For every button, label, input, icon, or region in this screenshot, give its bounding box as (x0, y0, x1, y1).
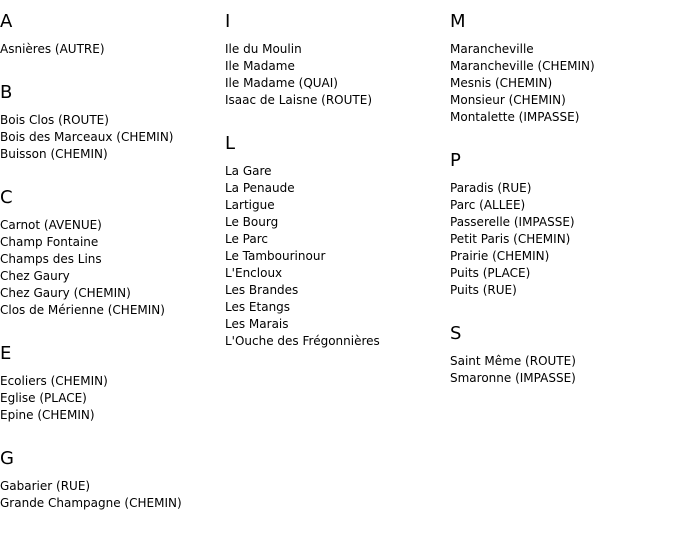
street-item[interactable]: Gabarier (RUE) (0, 479, 91, 493)
street-item[interactable]: Le Parc (225, 232, 268, 246)
street-item[interactable]: L'Encloux (225, 266, 283, 280)
section-i (225, 11, 450, 109)
street-list (0, 478, 225, 512)
street-item[interactable]: Lartigue (225, 198, 275, 212)
section-letter: B (0, 82, 13, 103)
street-item[interactable]: Saint Même (ROUTE) (450, 354, 576, 368)
street-item[interactable]: Eglise (PLACE) (0, 391, 87, 405)
street-item[interactable]: Ile Madame (225, 59, 295, 73)
street-item[interactable]: Champs des Lins (0, 252, 102, 266)
street-item[interactable]: Isaac de Laisne (ROUTE) (225, 93, 372, 107)
street-list (0, 112, 225, 163)
street-item[interactable]: Smaronne (IMPASSE) (450, 371, 576, 385)
section-letter: M (450, 11, 466, 32)
street-item[interactable]: Les Brandes (225, 283, 299, 297)
street-item[interactable]: Le Tambourinour (225, 249, 326, 263)
street-list (0, 373, 225, 424)
section-l (225, 133, 450, 350)
street-index-column-1 (0, 0, 225, 536)
street-item[interactable]: Clos de Mérienne (CHEMIN) (0, 303, 165, 317)
street-item[interactable]: Champ Fontaine (0, 235, 99, 249)
street-item[interactable]: Chez Gaury (0, 269, 70, 283)
street-list (225, 163, 450, 350)
street-list (450, 353, 675, 387)
street-list (225, 41, 450, 109)
street-item[interactable]: Puits (RUE) (450, 283, 517, 297)
street-item[interactable]: Montalette (IMPASSE) (450, 110, 580, 124)
street-item[interactable]: Prairie (CHEMIN) (450, 249, 550, 263)
street-item[interactable]: Buisson (CHEMIN) (0, 147, 108, 161)
street-item[interactable]: Chez Gaury (CHEMIN) (0, 286, 131, 300)
street-index-column-2 (225, 0, 450, 374)
street-item[interactable]: Bois des Marceaux (CHEMIN) (0, 130, 174, 144)
street-list (0, 41, 225, 58)
section-g (0, 448, 225, 512)
street-list (450, 180, 675, 299)
section-letter: C (0, 187, 13, 208)
street-item[interactable]: Monsieur (CHEMIN) (450, 93, 566, 107)
street-item[interactable]: Les Etangs (225, 300, 291, 314)
street-list (450, 41, 675, 126)
section-letter: A (0, 11, 13, 32)
street-item[interactable]: Grande Champagne (CHEMIN) (0, 496, 182, 510)
section-s (450, 323, 675, 387)
section-letter: P (450, 150, 461, 171)
section-letter: I (225, 11, 231, 32)
section-a (0, 11, 225, 58)
street-item[interactable]: Ile du Moulin (225, 42, 302, 56)
street-item[interactable]: Les Marais (225, 317, 289, 331)
street-item[interactable]: Asnières (AUTRE) (0, 42, 105, 56)
street-list (0, 217, 225, 319)
street-item[interactable]: Carnot (AVENUE) (0, 218, 102, 232)
section-letter: L (225, 133, 236, 154)
section-c (0, 187, 225, 319)
street-item[interactable]: Ile Madame (QUAI) (225, 76, 338, 90)
street-item[interactable]: La Penaude (225, 181, 295, 195)
street-index-column-3 (450, 0, 675, 411)
section-e (0, 343, 225, 424)
section-b (0, 82, 225, 163)
street-item[interactable]: La Gare (225, 164, 272, 178)
street-item[interactable]: Bois Clos (ROUTE) (0, 113, 109, 127)
street-item[interactable]: L'Ouche des Frégonnières (225, 334, 380, 348)
section-m (450, 11, 675, 126)
section-letter: S (450, 323, 462, 344)
street-item[interactable]: Le Bourg (225, 215, 279, 229)
section-letter: G (0, 448, 14, 469)
street-item[interactable]: Parc (ALLEE) (450, 198, 526, 212)
street-item[interactable]: Ecoliers (CHEMIN) (0, 374, 108, 388)
street-item[interactable]: Petit Paris (CHEMIN) (450, 232, 571, 246)
street-item[interactable]: Marancheville (CHEMIN) (450, 59, 595, 73)
section-p (450, 150, 675, 299)
section-letter: E (0, 343, 12, 364)
street-item[interactable]: Passerelle (IMPASSE) (450, 215, 575, 229)
street-item[interactable]: Epine (CHEMIN) (0, 408, 95, 422)
street-item[interactable]: Puits (PLACE) (450, 266, 531, 280)
street-item[interactable]: Mesnis (CHEMIN) (450, 76, 553, 90)
street-item[interactable]: Marancheville (450, 42, 534, 56)
street-item[interactable]: Paradis (RUE) (450, 181, 532, 195)
